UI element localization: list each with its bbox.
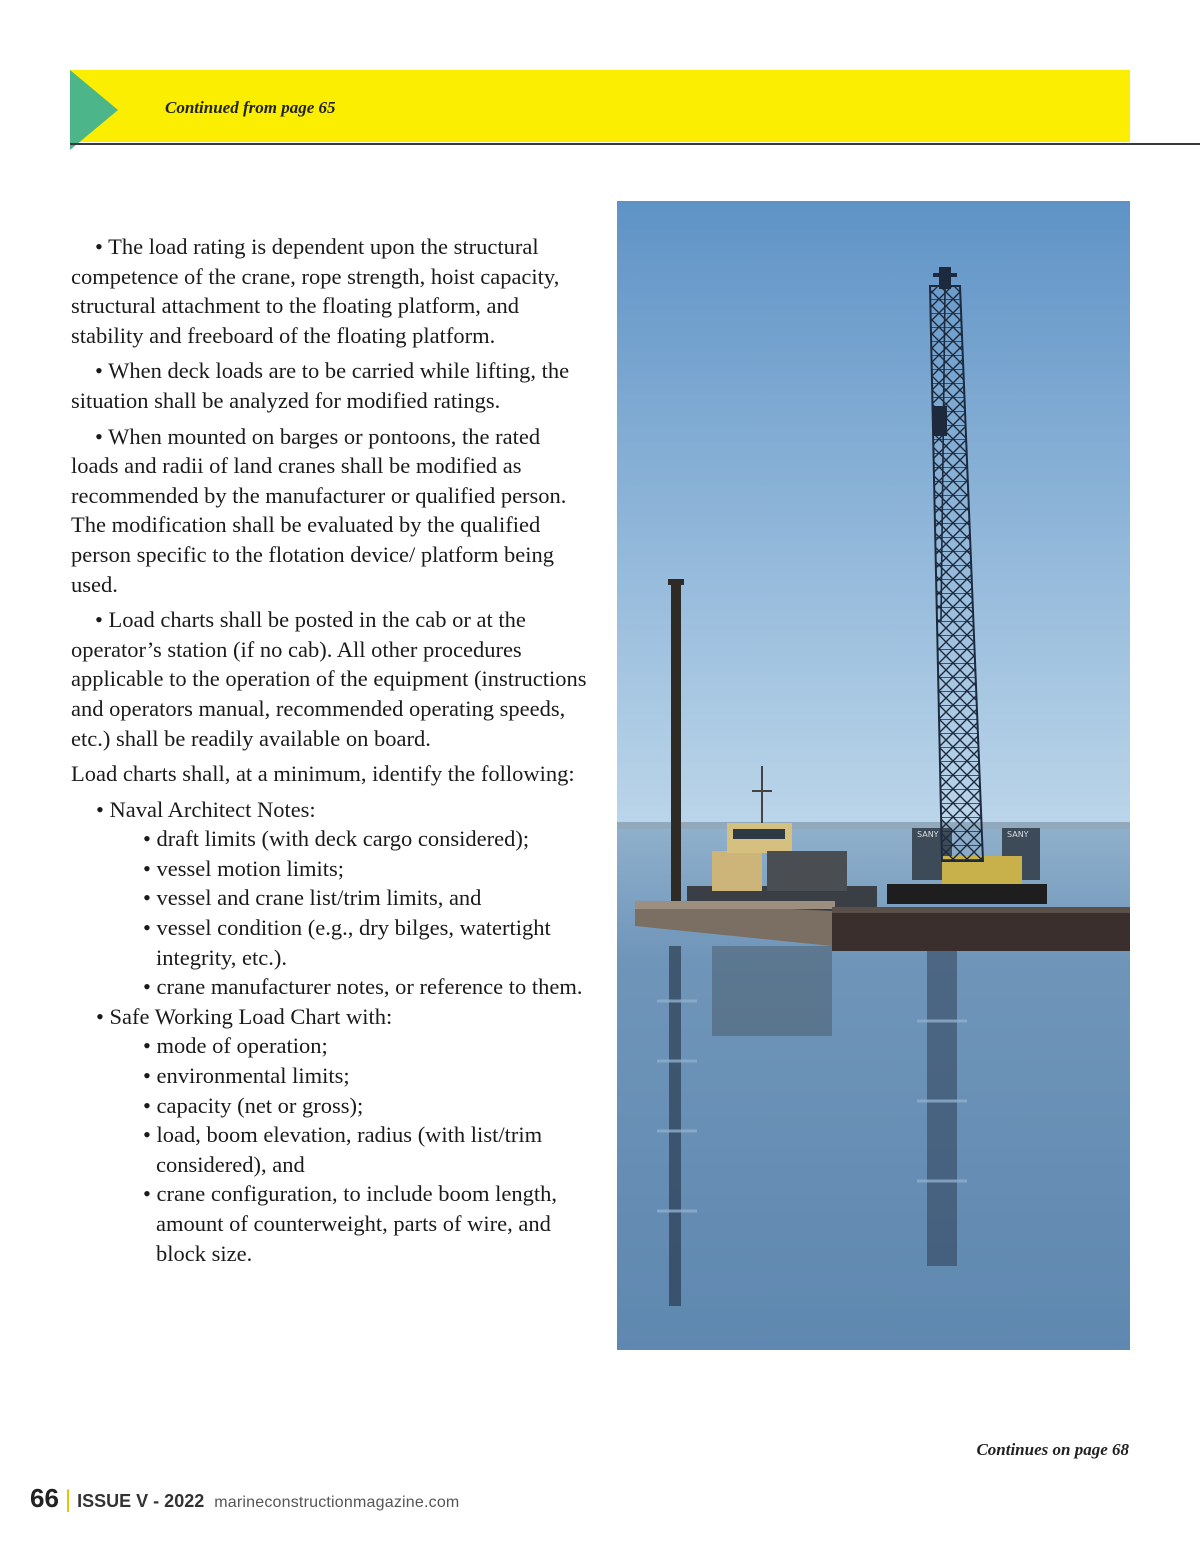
page-footer (30, 1483, 459, 1513)
list-item: • vessel motion limits; (143, 855, 345, 881)
paragraph-3: • When mounted on barges or pontoons, the rated loads and radii of land cranes shall be modified as recommended by the manufacturer or qualified person. The modification shall be evaluated by the qualified person specific to the flotation device/ platform being used. (71, 423, 567, 597)
list-item: • capacity (net or gross); (143, 1092, 364, 1118)
header-rule (70, 143, 1200, 145)
list-item: • crane manufacturer notes, or reference to them. (143, 974, 583, 1000)
list-item: • draft limits (with deck cargo considered); (143, 826, 530, 852)
footer-separator: | (64, 1486, 72, 1513)
list-item: • load, boom elevation, radius (with list/trim considered), and (143, 1122, 543, 1177)
website-link[interactable]: marineconstructionmagazine.com (214, 1494, 460, 1511)
list-item: • vessel and crane list/trim limits, and (143, 885, 482, 911)
crane-barge-photo (617, 201, 1130, 1350)
paragraph-2: • When deck loads are to be carried while lifting, the situation shall be analyzed for modified ratings. (71, 358, 570, 413)
page-number: 66 (30, 1483, 59, 1513)
list-item: • environmental limits; (143, 1063, 350, 1089)
paragraph-4: • Load charts shall be posted in the cab or at the operator’s station (if no cab). All other procedures applicable to the operation of the equipment (instructions and operators manual, recommended operating speeds, etc.) shall be readily available on board. (71, 607, 587, 751)
intro-paragraph: Load charts shall, at a minimum, identify the following: (71, 761, 575, 787)
list-item: • vessel condition (e.g., dry bilges, watertight integrity, etc.). (143, 915, 551, 970)
list-item: • crane configuration, to include boom length, amount of counterweight, parts of wire, and block size. (143, 1181, 558, 1266)
article-body (71, 232, 591, 1268)
crane-brand-left: SANY (917, 830, 939, 839)
list-title-naval-architect: • Naval Architect Notes: (96, 796, 316, 822)
issue-label: ISSUE V - 2022 (77, 1491, 205, 1511)
paragraph-1: • The load rating is dependent upon the structural competence of the crane, rope strength, hoist capacity, structural attachment to the floating platform, and stability and freeboard of the floating platform. (71, 234, 560, 348)
list-title-safe-working-load: • Safe Working Load Chart with: (96, 1003, 393, 1029)
banner-arrow-icon (70, 70, 118, 150)
list-item: • mode of operation; (143, 1033, 328, 1059)
crane-brand-right: SANY (1007, 830, 1029, 839)
continues-on-label: Continues on page 68 (976, 1440, 1129, 1459)
continued-from-label: Continued from page 65 (165, 98, 336, 117)
